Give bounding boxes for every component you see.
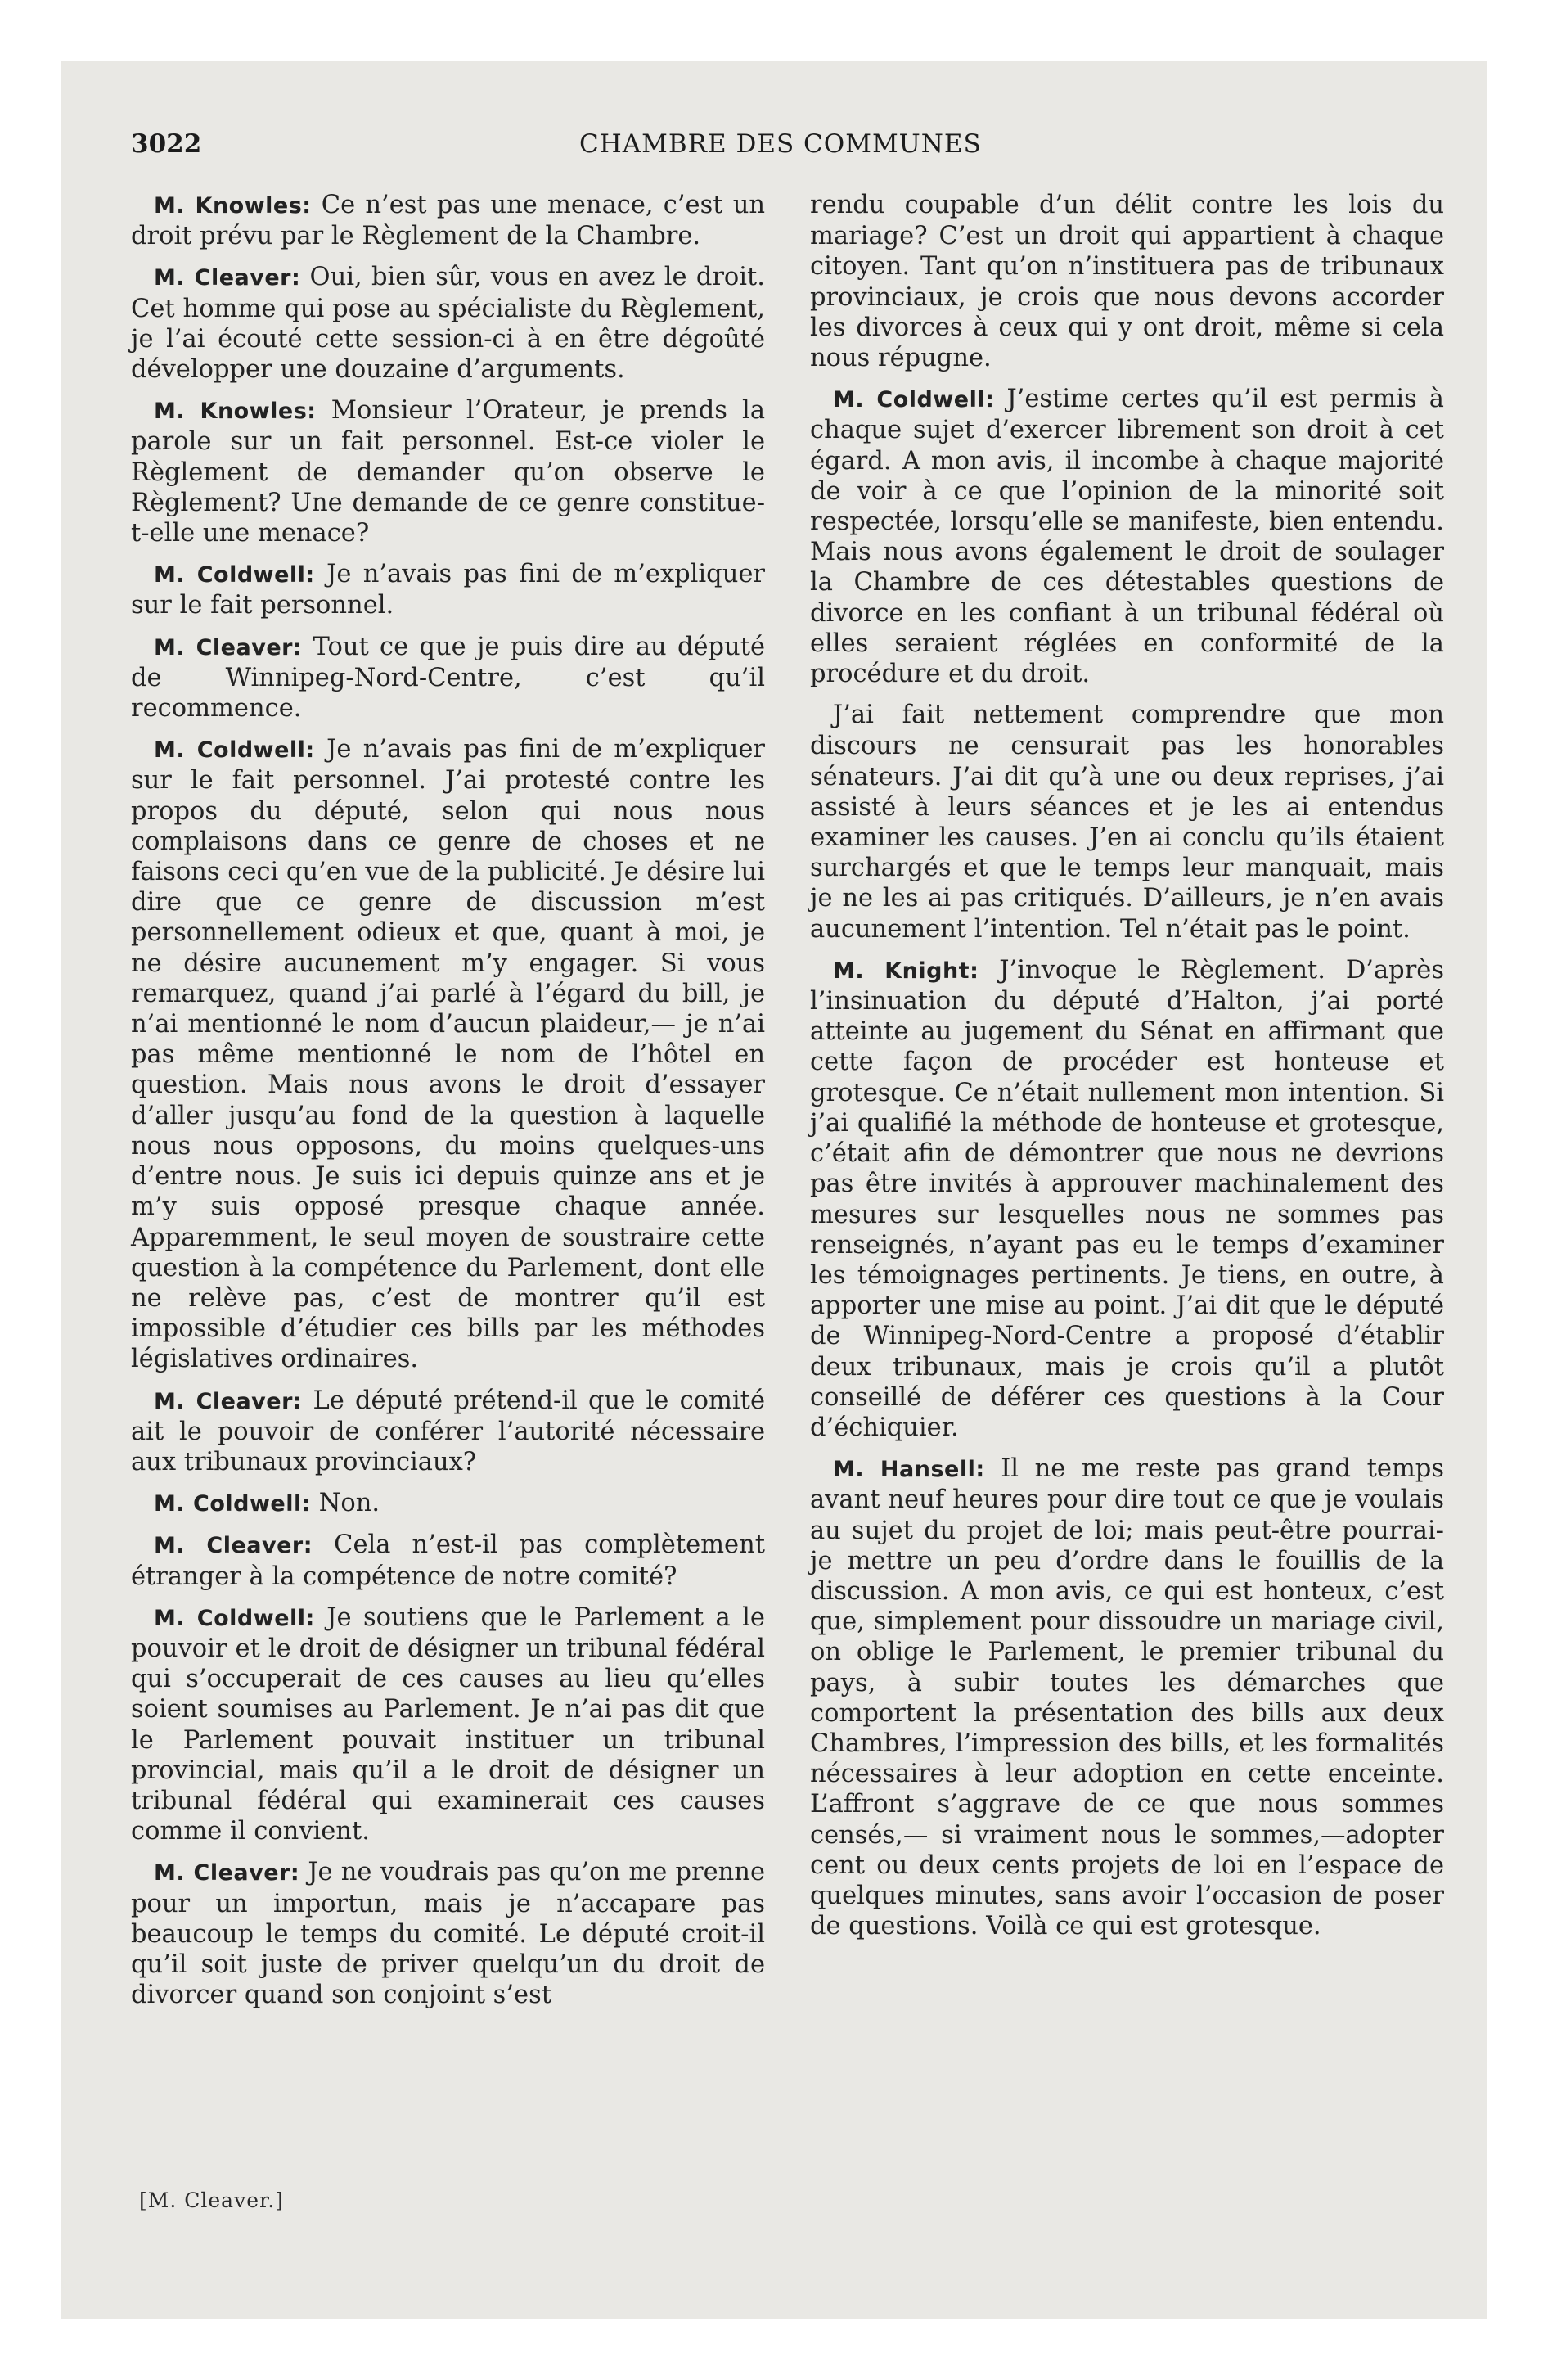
paragraph-text: J’invoque le Règlement. D’après l’insinuation du député d’Halton, j’ai porté atteinte au jugement du Sénat en affirmant que cette façon de procéder est honteuse et grotesque. Ce n’était nullement mon intention. Si j’ai qualifié la méthode de honteuse et grotesque, c’était afin de démontrer que nous ne devrions pas être invités à approuver machinalement des mesures sur lesquelles nous ne sommes pas renseignés, n’ayant pas eu le temps d’examiner les témoignages pertinents. Je tiens, en outre, à apporter une mise au point. J’ai dit que le député de Winnipeg-Nord-Centre a proposé d’établir deux tribunaux, mais je crois qu’il a plutôt conseillé de déférer ces questions à la Cour d’échiquier. — [810, 955, 1444, 1442]
paragraph-text: Non. — [311, 1489, 380, 1518]
paragraph — [131, 1602, 765, 1847]
speaker-name: M. Coldwell: — [154, 1491, 312, 1517]
paragraph — [131, 559, 765, 620]
speaker-name: M. Coldwell: — [154, 562, 315, 588]
right-column — [810, 190, 1444, 1952]
speaker-name: M. Knowles: — [154, 193, 312, 219]
speaker-name: M. Cleaver: — [154, 1860, 300, 1886]
paragraph — [131, 1857, 765, 2010]
paragraph — [131, 1530, 765, 1591]
speaker-name: M. Cleaver: — [154, 1533, 313, 1559]
paragraph — [131, 632, 765, 724]
paragraph-text: Ce n’est pas une menace, c’est un droit prévu par le Règlement de la Chambre. — [131, 191, 765, 251]
paragraph-text: Oui, bien sûr, vous en avez le droit. Cet homme qui pose au spécialiste du Règlement, je l’ai écouté cette session-ci à en être dégoûté développer une douzaine d’arguments. — [131, 263, 765, 385]
paragraph — [131, 734, 765, 1374]
page-number: 3022 — [131, 129, 202, 159]
paragraph-continued — [810, 190, 1444, 373]
paragraph — [131, 395, 765, 548]
paragraph-text: Je ne voudrais pas qu’on me prenne pour un importun, mais je n’accapare pas beaucoup le temps du comité. Le député croit-il qu’il soit juste de priver quelqu’un du droit de divorcer quand son conjoint s’est — [131, 1858, 765, 2010]
speaker-name: M. Knight: — [833, 958, 979, 984]
paragraph-text: Je n’avais pas fini de m’expliquer sur le fait personnel. J’ai protesté contre les propos du député, selon qui nous nous complaisons dans ce genre de choses et ne faisons ceci qu’en vue de la publicité. Je désire lui dire que ce genre de discussion m’est personnellement odieux et que, quant à moi, je ne désire aucunement m’y engager. Si vous remarquez, quand j’ai parlé à l’égard du bill, je n’ai mentionné le nom d’aucun plaideur,— je n’ai pas même mentionné le nom de l’hôtel en question. Mais nous avons le droit d’essayer d’aller jusqu’au fond de la question à laquelle nous nous opposons, du moins quelques-uns d’entre nous. Je suis ici depuis quinze ans et je m’y suis opposé presque chaque année. Apparemment, le seul moyen de soustraire cette question à la compétence du Parlement, dont elle ne relève pas, c’est de montrer qu’il est impossible d’étudier ces bills par les méthodes législatives ordinaires. — [131, 735, 765, 1374]
left-column — [131, 190, 765, 2021]
paragraph-text: rendu coupable d’un délit contre les lois du mariage? C’est un droit qui appartient à chaque citoyen. Tant qu’on n’instituera pas de tribunaux provinciaux, je crois que nous devons accorder les divorces à ceux qui y ont droit, même si cela nous répugne. — [810, 191, 1444, 373]
paragraph — [810, 700, 1444, 944]
paragraph-text: Je soutiens que le Parlement a le pouvoir et le droit de désigner un tribunal fédéral qui s’occuperait de ces causes au lieu qu’elles soient soumises au Parlement. Je n’ai pas dit que le Parlement pouvait instituer un tribunal provincial, mais qu’il a le droit de désigner un tribunal fédéral qui examinerait ces causes comme il convient. — [131, 1602, 765, 1846]
speaker-name: M. Coldwell: — [154, 1605, 315, 1631]
paragraph — [810, 1454, 1444, 1941]
paragraph-text: Cela n’est-il pas complètement étranger à la compétence de notre comité? — [131, 1530, 765, 1591]
paragraph-text: Tout ce que je puis dire au député de Winnipeg-Nord-Centre, c’est qu’il recommence. — [131, 632, 765, 723]
paragraph-text: J’ai fait nettement comprendre que mon discours ne censurait pas les honorables sénateurs. J’ai dit qu’à une ou deux reprises, j’ai assisté à leurs séances et je les ai entendus examiner les causes. J’en ai conclu qu’ils étaient surchargés et que le temps leur manquait, mais je ne les ai pas critiqués. D’ailleurs, je n’en avais aucunement l’intention. Tel n’était pas le point. — [810, 701, 1444, 944]
running-title: CHAMBRE DES COMMUNES — [579, 129, 982, 159]
paragraph — [810, 384, 1444, 689]
paragraph-text: Monsieur l’Orateur, je prends la parole sur un fait personnel. Est-ce violer le Règlement de demander qu’on observe le Règlement? Une demande de ce genre constitue-t-elle une menace? — [131, 396, 765, 548]
paragraph — [131, 1386, 765, 1478]
paragraph — [131, 190, 765, 251]
paragraph — [810, 955, 1444, 1443]
paragraph-text: Le député prétend-il que le comité ait le pouvoir de conférer l’autorité nécessaire aux tribunaux provinciaux? — [131, 1386, 765, 1476]
paragraph — [131, 262, 765, 385]
paragraph — [131, 1488, 765, 1519]
speaker-name: M. Coldwell: — [833, 387, 995, 413]
footer-speaker-note: [M. Cleaver.] — [139, 2188, 284, 2212]
paragraph-text: J’estime certes qu’il est permis à chaque sujet d’exercer librement son droit à cet égard. A mon avis, il incombe à chaque majorité de voir à ce que l’opinion de la minorité soit respectée, lorsqu’elle se manifeste, bien entendu. Mais nous avons également le droit de soulager la Chambre de ces détestables questions de divorce en les confiant à un tribunal fédéral où elles seraient réglées en conformité de la procédure et du droit. — [810, 385, 1444, 689]
speaker-name: M. Cleaver: — [154, 1388, 303, 1414]
speaker-name: M. Hansell: — [833, 1457, 985, 1483]
speaker-name: M. Cleaver: — [154, 634, 303, 660]
speaker-name: M. Cleaver: — [154, 265, 301, 291]
paragraph-text: Il ne me reste pas grand temps avant neuf heures pour dire tout ce que je voulais au sujet du projet de loi; mais peut-être pourrai-je mettre un peu d’ordre dans le fouillis de la discussion. A mon avis, ce qui est honteux, c’est que, simplement pour dissoudre un mariage civil, on oblige le Parlement, le premier tribunal du pays, à subir toutes les démarches que comportent la présentation des bills aux deux Chambres, l’impression des bills, et les formalités nécessaires à leur adoption en cette enceinte. L’affront s’aggrave de ce que nous sommes censés,— si vraiment nous le sommes,—adopter cent ou deux cents projets de loi en l’espace de quelques minutes, sans avoir l’occasion de poser de questions. Voilà ce qui est grotesque. — [810, 1454, 1444, 1941]
speaker-name: M. Knowles: — [154, 399, 317, 425]
speaker-name: M. Coldwell: — [154, 737, 315, 764]
paragraph-text: Je n’avais pas fini de m’expliquer sur le fait personnel. — [131, 560, 765, 620]
page-header — [131, 129, 1473, 170]
